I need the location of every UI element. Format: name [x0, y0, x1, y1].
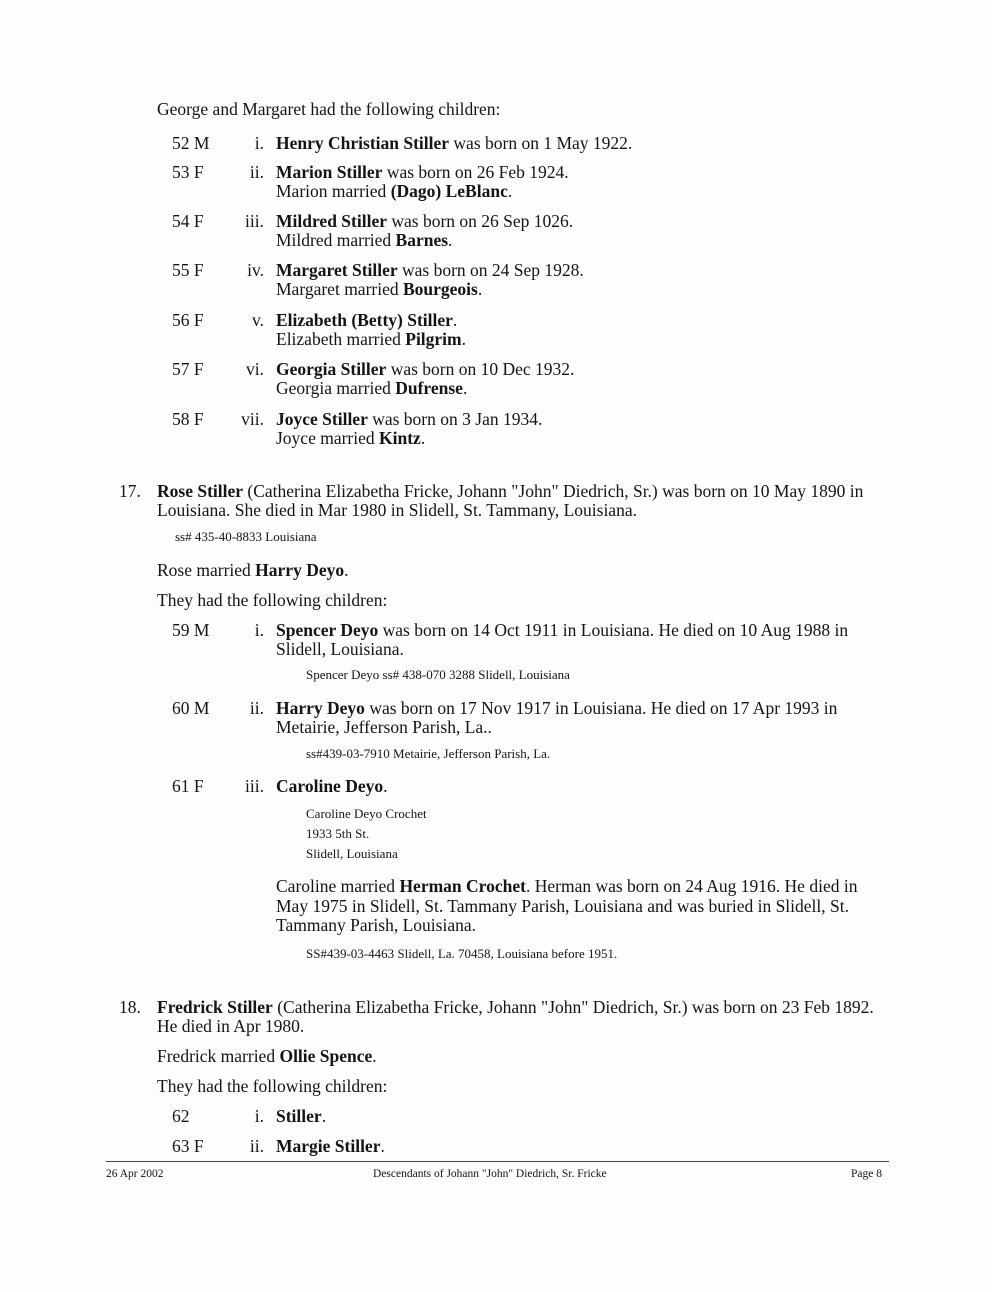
child-name: Margie Stiller: [276, 1136, 381, 1156]
marriage-line: Rose married Harry Deyo.: [157, 560, 349, 580]
child-roman: iv.: [247, 260, 264, 280]
child-number: 55 F: [172, 260, 204, 280]
footer-title: Descendants of Johann "John" Diedrich, Sr. Fricke: [373, 1168, 607, 1180]
child-marriage-line-3: Tammany Parish, Louisiana.: [276, 915, 476, 935]
spouse-name: (Dago) LeBlanc: [390, 181, 508, 201]
child-name: Henry Christian Stiller: [276, 133, 450, 153]
child-entry: Georgia Stiller was born on 10 Dec 1932.: [276, 359, 575, 379]
entry-number: 17.: [119, 481, 141, 501]
child-note: Spencer Deyo ss# 438-070 3288 Slidell, Louisiana: [306, 667, 570, 682]
child-entry-line-2: Metairie, Jefferson Parish, La..: [276, 717, 492, 737]
footer-page: Page 8: [851, 1168, 882, 1180]
child-number: 59 M: [172, 620, 210, 640]
spouse-name: Herman Crochet: [399, 876, 526, 896]
entry-note: ss# 435-40-8833 Louisiana: [175, 529, 317, 544]
child-roman: iii.: [245, 776, 264, 796]
child-entry: Margaret Stiller was born on 24 Sep 1928.: [276, 260, 584, 280]
child-name: Margaret Stiller: [276, 260, 398, 280]
spouse-note: SS#439-03-4463 Slidell, La. 70458, Louisiana before 1951.: [306, 946, 618, 961]
child-number: 57 F: [172, 359, 204, 379]
address-line: Caroline Deyo Crochet: [306, 806, 427, 821]
child-marriage: Marion married (Dago) LeBlanc.: [276, 181, 513, 201]
spouse-name: Bourgeois: [402, 279, 478, 299]
entry-line-2: Louisiana. She died in Mar 1980 in Slidell, St. Tammany, Louisiana.: [157, 500, 637, 520]
child-number: 63 F: [172, 1136, 204, 1156]
child-name: Elizabeth (Betty) Stiller: [276, 310, 453, 330]
child-marriage: Mildred married Barnes.: [276, 230, 453, 250]
address-line: 1933 5th St.: [306, 826, 370, 841]
child-number: 54 F: [172, 211, 204, 231]
child-entry: Marion Stiller was born on 26 Feb 1924.: [276, 162, 569, 182]
footer-rule: [106, 1161, 889, 1162]
child-roman: iii.: [245, 211, 264, 231]
person-name: Rose Stiller: [157, 481, 244, 501]
child-marriage: Margaret married Bourgeois.: [276, 279, 483, 299]
child-name: Spencer Deyo: [276, 620, 379, 640]
child-name: Stiller: [276, 1106, 322, 1126]
child-number: 61 F: [172, 776, 204, 796]
child-number: 58 F: [172, 409, 204, 429]
section-intro: George and Margaret had the following children:: [157, 99, 501, 119]
children-intro: They had the following children:: [157, 590, 388, 610]
child-marriage: Georgia married Dufrense.: [276, 378, 468, 398]
child-roman: v.: [252, 310, 264, 330]
entry-number: 18.: [119, 997, 141, 1017]
child-entry: Stiller.: [276, 1106, 327, 1126]
child-entry: Margie Stiller.: [276, 1136, 385, 1156]
child-name: Joyce Stiller: [276, 409, 368, 429]
child-entry: Spencer Deyo was born on 14 Oct 1911 in Louisiana. He died on 10 Aug 1988 in: [276, 620, 849, 640]
child-entry: Elizabeth (Betty) Stiller.: [276, 310, 458, 330]
child-roman: ii.: [249, 1136, 264, 1156]
entry-line-1: Rose Stiller (Catherina Elizabetha Fricke, Johann "John" Diedrich, Sr.) was born on 10 May 1890 in: [157, 481, 864, 501]
person-name: Fredrick Stiller: [157, 997, 273, 1017]
entry-line-2: He died in Apr 1980.: [157, 1016, 305, 1036]
child-number: 52 M: [172, 133, 210, 153]
child-roman: vi.: [246, 359, 264, 379]
entry-line-1: Fredrick Stiller (Catherina Elizabetha Fricke, Johann "John" Diedrich, Sr.) was born on 23 Feb 1892.: [157, 997, 874, 1017]
child-marriage-line-2: May 1975 in Slidell, St. Tammany Parish, Louisiana and was buried in Slidell, St.: [276, 896, 849, 916]
child-entry: Joyce Stiller was born on 3 Jan 1934.: [276, 409, 543, 429]
child-roman: ii.: [249, 698, 264, 718]
child-number: 60 M: [172, 698, 210, 718]
child-name: Marion Stiller: [276, 162, 383, 182]
child-name: Georgia Stiller: [276, 359, 387, 379]
spouse-name: Ollie Spence: [279, 1046, 373, 1066]
child-roman: i.: [254, 133, 264, 153]
child-note: ss#439-03-7910 Metairie, Jefferson Parish, La.: [306, 746, 551, 761]
child-marriage: Caroline married Herman Crochet. Herman was born on 24 Aug 1916. He died in: [276, 876, 858, 896]
spouse-name: Barnes: [395, 230, 449, 250]
spouse-name: Harry Deyo: [255, 560, 345, 580]
address-line: Slidell, Louisiana: [306, 846, 398, 861]
child-roman: i.: [254, 620, 264, 640]
spouse-name: Kintz: [379, 428, 421, 448]
child-entry: Henry Christian Stiller was born on 1 May 1922.: [276, 133, 633, 153]
child-number: 62: [172, 1106, 190, 1126]
child-name: Harry Deyo: [276, 698, 365, 718]
child-marriage: Elizabeth married Pilgrim.: [276, 329, 466, 349]
child-entry: Harry Deyo was born on 17 Nov 1917 in Louisiana. He died on 17 Apr 1993 in: [276, 698, 838, 718]
child-roman: i.: [254, 1106, 264, 1126]
child-marriage: Joyce married Kintz.: [276, 428, 426, 448]
spouse-name: Pilgrim: [405, 329, 462, 349]
child-name: Caroline Deyo: [276, 776, 384, 796]
spouse-name: Dufrense: [395, 378, 463, 398]
child-entry-line-2: Slidell, Louisiana.: [276, 639, 404, 659]
child-roman: ii.: [249, 162, 264, 182]
child-number: 56 F: [172, 310, 204, 330]
child-entry: Mildred Stiller was born on 26 Sep 1026.: [276, 211, 574, 231]
child-number: 53 F: [172, 162, 204, 182]
child-roman: vii.: [241, 409, 264, 429]
footer-date: 26 Apr 2002: [106, 1168, 164, 1180]
marriage-line: Fredrick married Ollie Spence.: [157, 1046, 377, 1066]
children-intro: They had the following children:: [157, 1076, 388, 1096]
child-name: Mildred Stiller: [276, 211, 387, 231]
child-entry: Caroline Deyo.: [276, 776, 388, 796]
